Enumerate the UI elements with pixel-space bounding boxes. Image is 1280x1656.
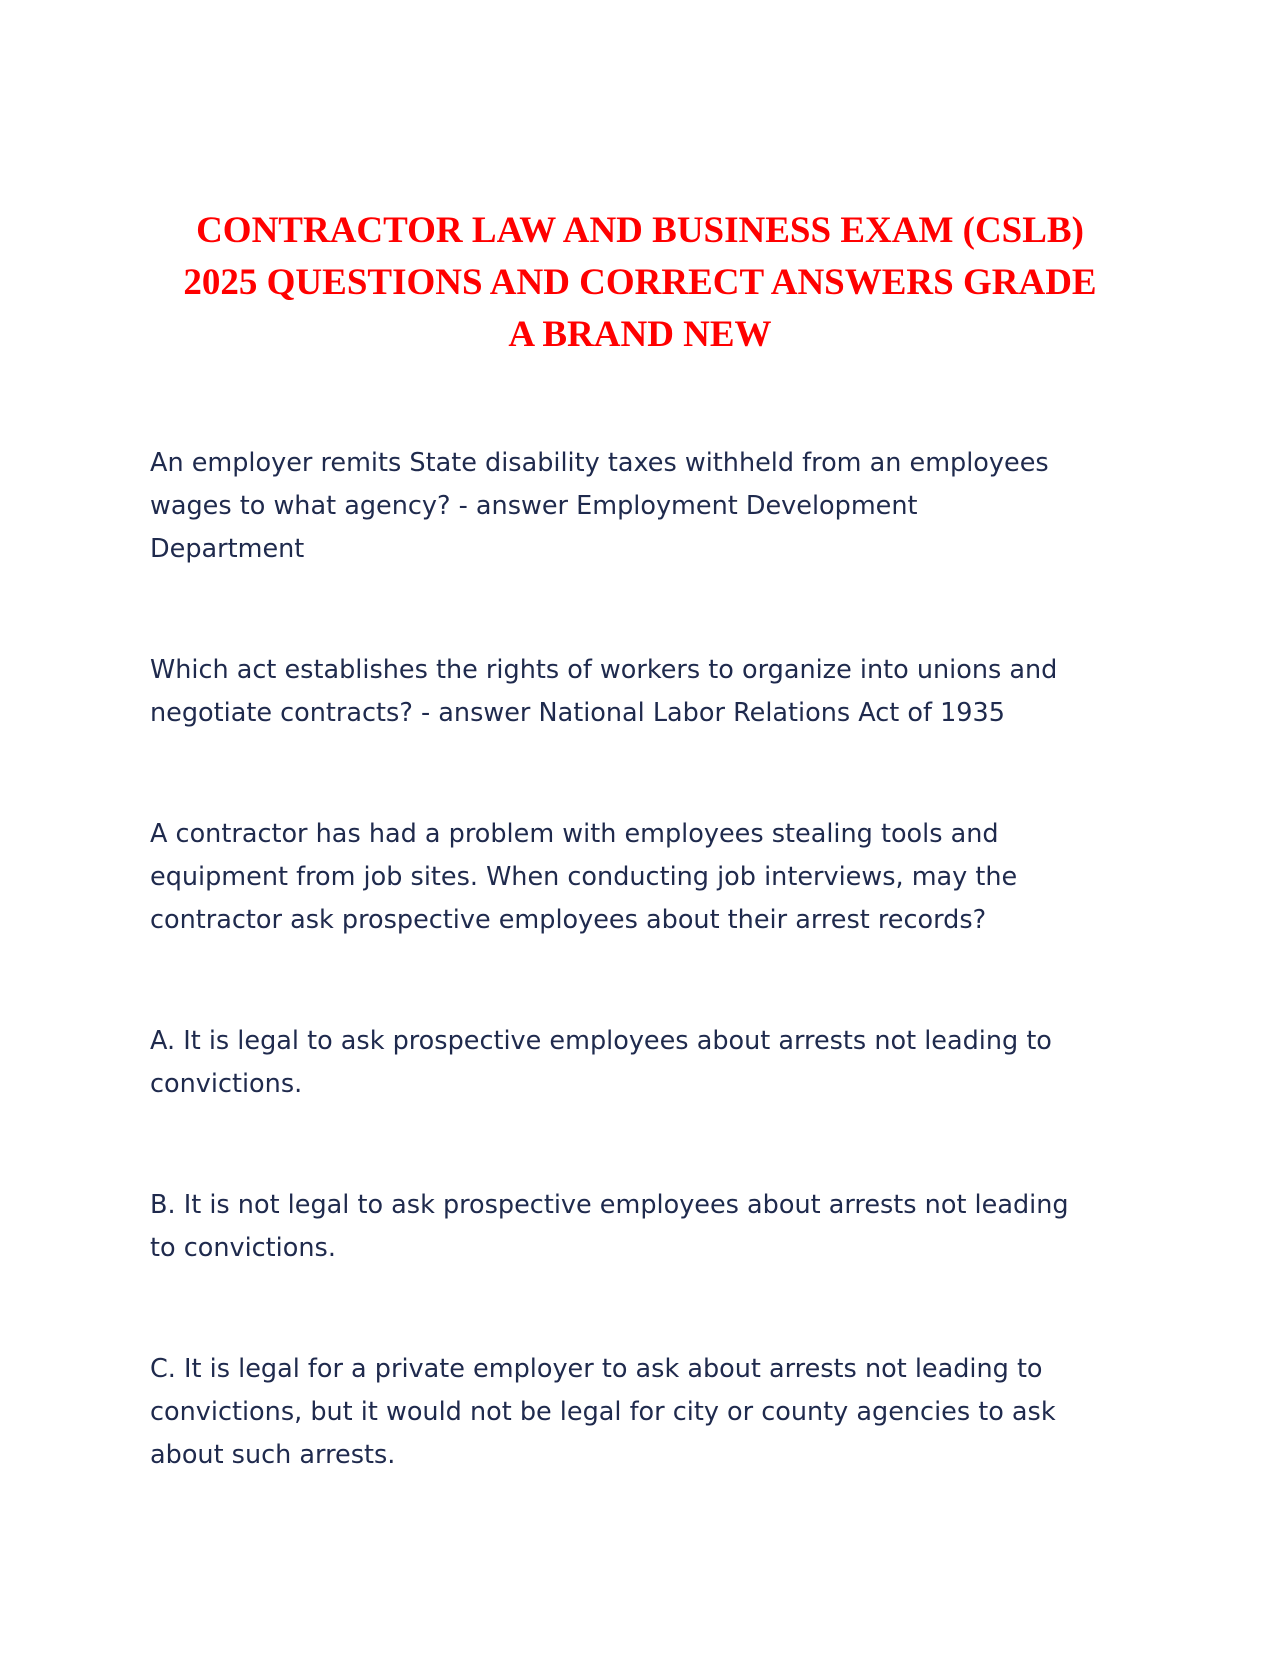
- text-line: An employer remits State disability taxes withheld from an employees: [150, 448, 1049, 478]
- text-line: C. It is legal for a private employer to ask about arrests not leading to: [150, 1354, 1043, 1384]
- title-line: CONTRACTOR LAW AND BUSINESS EXAM (CSLB): [196, 210, 1084, 251]
- text-line: Department: [150, 534, 305, 564]
- question-paragraph: [150, 442, 1140, 571]
- text-line: to convictions.: [150, 1233, 336, 1263]
- title-line: 2025 QUESTIONS AND CORRECT ANSWERS GRADE: [183, 262, 1097, 303]
- text-line: A. It is legal to ask prospective employees about arrests not leading to: [150, 1026, 1052, 1056]
- question-paragraph: [150, 813, 1140, 942]
- answer-option-b: [150, 1184, 1140, 1270]
- text-line: convictions, but it would not be legal for city or county agencies to ask: [150, 1397, 1056, 1427]
- question-paragraph: [150, 649, 1140, 735]
- text-line: negotiate contracts? - answer National Labor Relations Act of 1935: [150, 698, 1005, 728]
- text-line: contractor ask prospective employees about their arrest records?: [150, 905, 987, 935]
- answer-option-a: [150, 1020, 1140, 1106]
- document-body: [150, 442, 1140, 1555]
- text-line: equipment from job sites. When conducting job interviews, may the: [150, 862, 1018, 892]
- text-line: convictions.: [150, 1069, 303, 1099]
- document-title: [140, 205, 1140, 361]
- text-line: B. It is not legal to ask prospective employees about arrests not leading: [150, 1190, 1069, 1220]
- title-line: A BRAND NEW: [508, 314, 772, 355]
- answer-option-c: [150, 1348, 1140, 1477]
- text-line: wages to what agency? - answer Employment Development: [150, 491, 918, 521]
- text-line: A contractor has had a problem with employees stealing tools and: [150, 819, 999, 849]
- text-line: about such arrests.: [150, 1440, 396, 1470]
- text-line: Which act establishes the rights of workers to organize into unions and: [150, 655, 1058, 685]
